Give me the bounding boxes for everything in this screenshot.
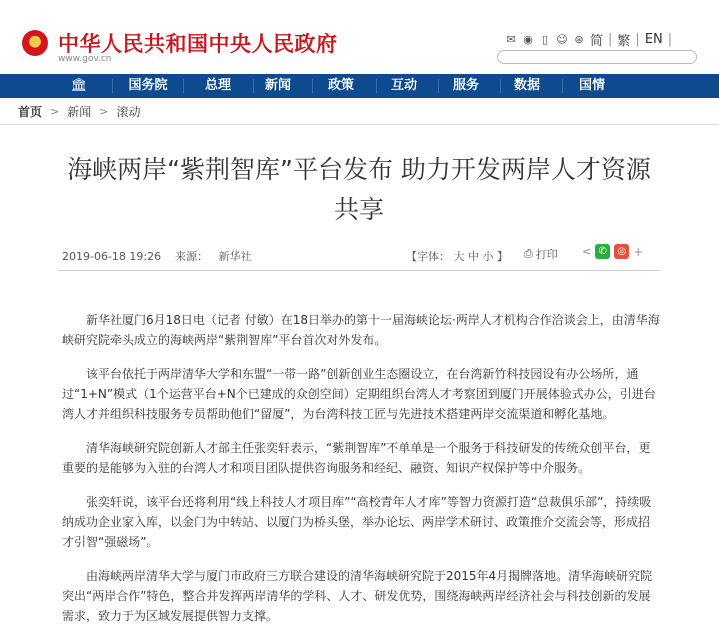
font-size-medium[interactable]: 中 — [468, 250, 479, 263]
nav-divider — [112, 79, 113, 93]
nav-item-national-info[interactable]: 国情 — [578, 78, 605, 93]
nav-item-data[interactable]: 数据 — [513, 78, 540, 93]
site-url: www.gov.cn — [58, 54, 112, 64]
article-paragraph: 由海峡两岸清华大学与厦门市政府三方联合建设的清华海峡研究院于2015年4月揭牌落地。清华海峡研究院突出“两岸合作”特色，整合并发挥两岸清华的学科、人才、研发优势，围绕海峡两岸经济社会与科技创新的发展需求，致力于为区域发展提供智力支撑。 — [62, 569, 653, 623]
breadcrumb-separator: > — [99, 105, 109, 118]
search-input[interactable] — [497, 50, 697, 64]
mail-icon[interactable]: ✉ — [506, 32, 516, 46]
site-title[interactable]: 中华人民共和国中央人民政府 — [58, 32, 338, 56]
nav-divider — [183, 79, 184, 93]
article-paragraph: 张奕轩说，该平台还将利用“线上科技人才项目库”“高校青年人才库”等智力资源打造“总裁俱乐部”，持续吸纳成功企业家入库，以金门为中转站、以厦门为桥头堡，举办论坛、两岸学术研讨、政策推介交流会等，形成招才引智“强磁场”。 — [62, 495, 652, 549]
nav-divider — [376, 79, 377, 93]
breadcrumb-news[interactable]: 新闻 — [67, 105, 92, 119]
lang-simplified[interactable]: 简 — [590, 34, 604, 49]
national-emblem-icon[interactable] — [22, 30, 48, 56]
main-nav — [0, 74, 719, 98]
share-bar — [582, 244, 643, 259]
font-size-small[interactable]: 小 — [482, 250, 494, 263]
breadcrumb — [18, 103, 140, 120]
article-date: 2019-06-18 19:26 — [62, 250, 162, 263]
font-size-controls — [406, 248, 508, 264]
wechat-icon[interactable]: ☺ — [556, 32, 568, 46]
nav-divider — [253, 79, 254, 93]
separator: | — [608, 32, 613, 47]
nav-divider — [562, 79, 563, 93]
nav-divider — [438, 79, 439, 93]
font-size-large[interactable]: 大 — [453, 250, 465, 263]
nav-divider — [500, 79, 501, 93]
nav-divider — [312, 79, 313, 93]
more-share-icon[interactable]: + — [633, 244, 644, 259]
article-body — [62, 310, 660, 640]
lang-english[interactable]: EN — [644, 32, 663, 47]
print-label: 打印 — [535, 248, 558, 261]
weibo-share-icon[interactable]: ◎ — [614, 244, 629, 259]
nav-item-interaction[interactable]: 互动 — [390, 78, 417, 93]
article-paragraph: 清华海峡研究院创新人才部主任张奕轩表示，“紫荆智库”不单单是一个服务于科技研发的传统众创平台，更重要的是能够为入驻的台湾人才和项目团队提供咨询服务和经纪、融资、知识产权保护等中介服务。 — [62, 441, 651, 475]
wechat-share-icon[interactable]: ✆ — [595, 244, 610, 259]
divider — [58, 270, 660, 271]
font-size-label: 【字体： — [406, 250, 450, 263]
separator: | — [667, 32, 673, 47]
nav-item-premier[interactable]: 总理 — [204, 78, 231, 93]
separator: | — [635, 32, 640, 47]
article-meta — [62, 248, 252, 264]
article-paragraph: 该平台依托于两岸清华大学和东盟“一带一路”创新创业生态圈设立，在台湾新竹科技园设有办公场所，通过“1+N”模式（1个运营平台+N个已建成的众创空间）定期组织台湾人才考察团到厦门开展体验式办公，引进台湾人才并组织科技服务专员帮助他们“留厦”，为台湾科技工匠与先进技术搭建两岸交流渠道和孵化基地。 — [62, 367, 656, 421]
breadcrumb-home[interactable]: 首页 — [18, 105, 43, 119]
breadcrumb-rolling[interactable]: 滚动 — [116, 105, 141, 119]
share-icon[interactable]: < — [582, 245, 592, 258]
print-button[interactable] — [524, 246, 558, 262]
lang-traditional[interactable]: 繁 — [617, 34, 631, 49]
print-icon: ⎙ — [524, 247, 533, 260]
source-label: 来源： — [175, 250, 209, 263]
nav-item-service[interactable]: 服务 — [452, 78, 479, 93]
nav-item-state-council[interactable]: 国务院 — [128, 78, 168, 93]
article-title: 海峡两岸“紫荆智库”平台发布 助力开发两岸人才资源共享 — [67, 155, 651, 224]
breadcrumb-separator: > — [50, 105, 60, 118]
font-size-end: 】 — [497, 250, 508, 263]
article-source: 新华社 — [218, 250, 252, 263]
mobile-icon[interactable]: ▯ — [541, 32, 549, 46]
rss-icon[interactable]: ⊛ — [574, 32, 584, 46]
article-paragraph: 新华社厦门6月18日电（记者 付敏）在18日举办的第十一届海峡论坛·两岸人才机构合作洽谈会上，由清华海峡研究院牵头成立的海峡两岸“紫荆智库”平台首次对外发布。 — [62, 313, 660, 347]
site-header — [0, 0, 719, 74]
nav-item-policy[interactable]: 政策 — [327, 78, 354, 93]
divider — [0, 124, 719, 125]
nav-item-news[interactable]: 新闻 — [264, 78, 291, 93]
weibo-icon[interactable]: ◉ — [523, 32, 533, 46]
header-tools — [505, 30, 672, 49]
home-building-icon[interactable]: 🏛 — [70, 78, 88, 93]
